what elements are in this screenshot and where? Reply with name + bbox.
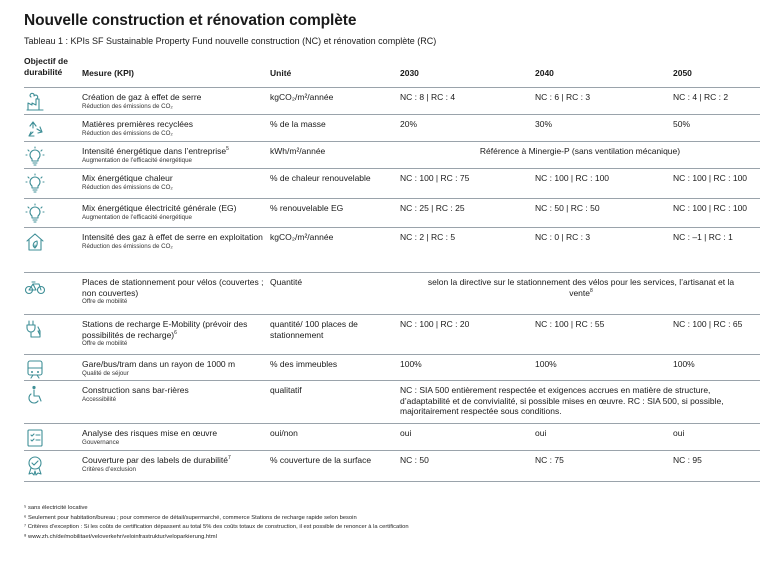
target-2040-cell: NC : 0 | RC : 3 (535, 232, 591, 242)
kpi-table (24, 55, 760, 482)
objective-label: Augmentation de l’efficacité énergétique (82, 156, 192, 164)
table-row (24, 381, 760, 424)
target-2050-cell: oui (673, 428, 685, 438)
target-2040-cell: NC : 75 (535, 455, 564, 465)
kpi-cell (82, 359, 270, 378)
kpi-cell (82, 232, 270, 251)
unit-cell: % couverture de la surface (270, 455, 372, 465)
train-icon (24, 358, 46, 380)
objective-label: Critères d’exclusion (82, 465, 136, 473)
target-2030-cell: 20% (400, 119, 418, 129)
table-row (24, 273, 760, 315)
objective-label: Augmentation de l’efficacité énergétique (82, 213, 192, 221)
target-2040-cell: 30% (535, 119, 553, 129)
kpi-label: Intensité énergétique dans l’entreprise (82, 146, 227, 156)
objective-label: Accessibilité (82, 395, 117, 403)
kpi-cell (82, 146, 270, 165)
target-text: Référence à Minergie-P (sans ventilation mécanique) (479, 146, 681, 156)
target-2030-cell: 100% (400, 359, 422, 369)
unit-cell: oui/non (270, 428, 298, 438)
label-badge-icon (24, 454, 46, 476)
kpi-label: Mix énergétique chaleur (82, 173, 173, 183)
footnote-ref: 7 (228, 455, 231, 462)
header-unit: Unité (270, 68, 292, 78)
recycle-icon (24, 118, 46, 140)
house-leaf-icon (24, 231, 46, 253)
kpi-cell (82, 92, 270, 111)
kpi-label: Couverture par des labels de durabilité (82, 455, 229, 465)
unit-cell: kgCO₂/m²/année (270, 232, 334, 242)
table-row (24, 355, 760, 381)
lightbulb-icon (24, 145, 46, 167)
footnotes (24, 504, 409, 542)
objective-label: Offre de mobilité (82, 340, 128, 347)
footnote-ref: 6 (174, 329, 177, 336)
target-2050-cell: 50% (673, 119, 691, 129)
header-2030: 2030 (400, 68, 419, 78)
target-2030-cell: NC : 2 | RC : 5 (400, 232, 456, 242)
bicycle-icon (24, 276, 46, 298)
kpi-label: Construction sans bar-rières (82, 385, 189, 395)
target-2040-cell: oui (535, 428, 547, 438)
kpi-cell (82, 277, 270, 306)
objective-label: Réduction des émissions de CO₂ (82, 242, 173, 250)
unit-cell: kgCO₂/m²/année (270, 92, 334, 102)
unit-cell: qualitatif (270, 385, 302, 395)
unit-cell: % de la masse (270, 119, 326, 129)
target-2030-cell: NC : 50 (400, 455, 429, 465)
unit-cell: Quantité (270, 277, 303, 287)
target-2030-cell: NC : 8 | RC : 4 (400, 92, 456, 102)
kpi-label: Stations de recharge E-Mobility (prévoir des possibilités de recharge) (82, 319, 248, 340)
table-caption: Tableau 1 : KPIs SF Sustainable Property Fund nouvelle construction (NC) et rénovation complète (RC) (24, 36, 437, 46)
lightbulb-icon (24, 172, 46, 194)
table-row (24, 451, 760, 482)
page-title: Nouvelle construction et rénovation complète (24, 12, 357, 29)
objective-label: Gouvernance (82, 438, 120, 446)
kpi-label: Matières premières recyclées (82, 119, 194, 129)
target-2050-cell: NC : 100 | RC : 100 (673, 173, 748, 183)
target-2030-cell: oui (400, 428, 412, 438)
target-2040-cell: NC : 6 | RC : 3 (535, 92, 591, 102)
target-2050-cell: 100% (673, 359, 695, 369)
kpi-label: Intensité des gaz à effet de serre en exploitation (82, 232, 263, 242)
header-objective: Objectif de durabilité (24, 56, 68, 77)
objective-label: Qualité de séjour (82, 369, 129, 377)
target-2040-cell: 100% (535, 359, 557, 369)
target-2040-cell: NC : 100 | RC : 100 (535, 173, 610, 183)
table-row (24, 88, 760, 115)
target-2050-cell: NC : 95 (673, 455, 702, 465)
table-row (24, 199, 760, 228)
target-2050-cell: NC : 100 | RC : 100 (673, 203, 748, 213)
kpi-cell (82, 455, 270, 474)
target-2040-cell: NC : 50 | RC : 50 (535, 203, 600, 213)
kpi-cell (82, 173, 270, 192)
header-2050: 2050 (673, 68, 692, 78)
footnote: ⁸ www.zh.ch/de/mobilitaet/veloverkehr/veloinfrastruktur/veloparkierung.html (24, 533, 217, 540)
table-body (24, 88, 760, 482)
target-2030-cell: NC : 25 | RC : 25 (400, 203, 465, 213)
target-2050-cell: NC : 4 | RC : 2 (673, 92, 729, 102)
header-2040: 2040 (535, 68, 554, 78)
target-2030-cell: NC : 100 | RC : 75 (400, 173, 470, 183)
kpi-label: Analyse des risques mise en œuvre (82, 428, 218, 438)
kpi-cell (82, 319, 270, 348)
unit-cell: % renouvelable EG (270, 203, 344, 213)
table-row (24, 169, 760, 199)
footnote: ⁶ Seulement pour habitation/bureau ; pour commerce de détail/supermarché, commerce Stations de recharge rapide selon besoin (24, 514, 357, 521)
kpi-cell (82, 119, 270, 138)
objective-label: Réduction des émissions de CO₂ (82, 183, 173, 191)
ev-charger-icon (24, 318, 46, 340)
unit-cell: % des immeubles (270, 359, 338, 369)
table-row (24, 424, 760, 451)
footnote: ⁵ sans électricité locative (24, 505, 88, 511)
kpi-cell (82, 203, 270, 222)
kpi-cell (82, 428, 270, 447)
table-header (24, 55, 760, 88)
target-span-cell (416, 277, 746, 298)
kpi-label: Mix énergétique électricité générale (EG) (82, 203, 237, 213)
header-kpi: Mesure (KPI) (82, 68, 134, 78)
lightbulb-icon (24, 202, 46, 224)
target-2030-cell: NC : 100 | RC : 20 (400, 319, 470, 329)
objective-label: Réduction des émissions de CO₂ (82, 102, 173, 110)
target-2050-cell: NC : 100 | RC : 65 (673, 319, 743, 329)
wheelchair-icon (24, 384, 46, 406)
table-row (24, 115, 760, 142)
unit-cell: % de chaleur renouvelable (270, 173, 371, 183)
checklist-icon (24, 427, 46, 449)
table-row (24, 142, 760, 169)
objective-label: Réduction des émissions de CO₂ (82, 129, 173, 137)
kpi-label: Gare/bus/tram dans un rayon de 1000 m (82, 359, 236, 369)
kpi-cell (82, 385, 270, 404)
objective-label: Offre de mobilité (82, 298, 128, 305)
target-2050-cell: NC : –1 | RC : 1 (673, 232, 733, 242)
table-row (24, 315, 760, 355)
target-text: selon la directive sur le stationnement des vélos pour les services, l’artisanat et la vente (427, 277, 735, 298)
footnote: ⁷ Critères d’exception : Si les coûts de certification dépassent au total 5% des coûts totaux de construction, il est possible de renoncer à la certification (24, 524, 409, 531)
target-2040-cell: NC : 100 | RC : 55 (535, 319, 605, 329)
target-span-cell (400, 146, 760, 157)
unit-cell: kWh/m²/année (270, 146, 326, 156)
footnote-ref: 5 (226, 146, 229, 153)
unit-cell: quantité/ 100 places de stationnement (270, 319, 358, 340)
target-wide-cell: NC : SIA 500 entièrement respectée et exigences accrues en matière de structure, d’adaptabilité et de convivialité, si possible mises en œuvre. RC : SIA 500, si possible, majoritairement respectée sous conditions. (400, 385, 724, 416)
table-row (24, 228, 760, 273)
footnote-ref: 8 (590, 287, 593, 294)
kpi-label: Places de stationnement pour vélos (couvertes ; non couvertes) (82, 277, 264, 298)
co2-factory-icon (24, 91, 46, 113)
kpi-label: Création de gaz à effet de serre (82, 92, 202, 102)
